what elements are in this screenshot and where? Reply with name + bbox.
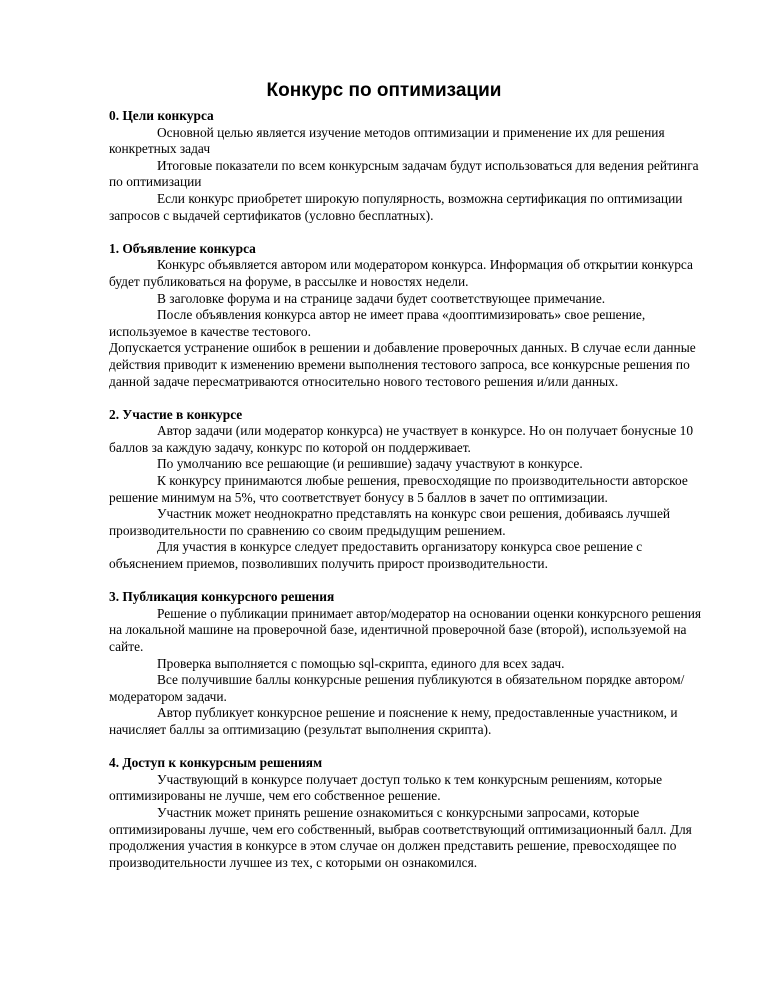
paragraph: По умолчанию все решающие (и решившие) задачу участвуют в конкурсе. xyxy=(157,456,583,472)
paragraph: Все получившие баллы конкурсные решения публикуются в обязательном порядке автором/модератором задачи. xyxy=(109,672,685,704)
paragraph: Участвующий в конкурсе получает доступ только к тем конкурсным решениям, которые оптимизированы не лучше, чем его собственное решение. xyxy=(109,771,663,804)
paragraph: Итоговые показатели по всем конкурсным задачам будут использоваться для ведения рейтинга по оптимизации xyxy=(109,157,699,190)
paragraph: Решение о публикации принимает автор/модератор на основании оценки конкурсного решения на локальной машине на проверочной базе, идентичной проверочной базе (второй), используемой на сайте. xyxy=(109,605,702,654)
paragraph: После объявления конкурса автор не имеет права «дооптимизировать» свое решение, используемое в качестве тестового. xyxy=(109,307,646,339)
paragraph: Если конкурс приобретет широкую популярность, возможна сертификация по оптимизации запросов с выдачей сертификатов (условно бесплатных). xyxy=(109,190,683,223)
paragraph: Автор публикует конкурсное решение и пояснение к нему, предоставленные участником, и начисляет баллы за оптимизацию (результат выполнения скрипта). xyxy=(109,705,678,737)
section-publication xyxy=(109,589,713,738)
paragraph: К конкурсу принимаются любые решения, превосходящие по производительности авторское решение минимум на 5%, что соответствует бонусу в 5 баллов в зачет по оптимизации. xyxy=(109,473,688,505)
paragraph: Основной целью является изучение методов оптимизации и применение их для решения конкретных задач xyxy=(109,124,665,157)
paragraph: Для участия в конкурсе следует предоставить организатору конкурса свое решение с объяснением приемов, позволивших получить прирост производительности. xyxy=(109,539,643,572)
section-goals xyxy=(109,108,713,224)
section-title: 1. Объявление конкурса xyxy=(109,240,256,256)
section-title: 0. Цели конкурса xyxy=(109,108,214,123)
section-title: 4. Доступ к конкурсным решениям xyxy=(109,755,323,771)
document-body xyxy=(109,108,713,888)
paragraph: Конкурс объявляется автором или модератором конкурса. Информация об открытии конкурса будет публиковаться на форуме, в рассылке и новостях недели. xyxy=(109,257,693,289)
section-title: 3. Публикация конкурсного решения xyxy=(109,589,335,605)
paragraph: Участник может неоднократно представлять на конкурс свои решения, добиваясь лучшей производительности по сравнению со своим предыдущим решением. xyxy=(109,506,671,538)
paragraph: В заголовке форума и на странице задачи будет соответствующее примечание. xyxy=(157,290,606,306)
paragraph: Автор задачи (или модератор конкурса) не участвует в конкурсе. Но он получает бонусные 10 баллов за каждую задачу, конкурс по которой он поддерживает. xyxy=(109,423,694,455)
section-title: 2. Участие в конкурсе xyxy=(109,406,243,422)
section-participation xyxy=(109,407,713,573)
paragraph: Проверка выполняется с помощью sql-скрипта, единого для всех задач. xyxy=(157,655,565,671)
page-title: Конкурс по оптимизации xyxy=(266,80,502,101)
section-announcement xyxy=(109,241,713,390)
section-access xyxy=(109,755,713,871)
paragraph: Участник может принять решение ознакомиться с конкурсными запросами, которые оптимизированы лучше, чем его собственный, выбрав соответствующий оптимизационный балл. Для продолжения участия в конкурсе в этом случае он должен представить решение, превосходящее по производительности лучшее из тех, с которыми он ознакомился. xyxy=(109,804,692,870)
paragraph: Допускается устранение ошибок в решении и добавление проверочных данных. В случае если данные действия приводит к изменению времени выполнения тестового запроса, все конкурсные решения по данной задаче пересматриваются относительно нового тестового решения и/или данных. xyxy=(109,340,696,389)
